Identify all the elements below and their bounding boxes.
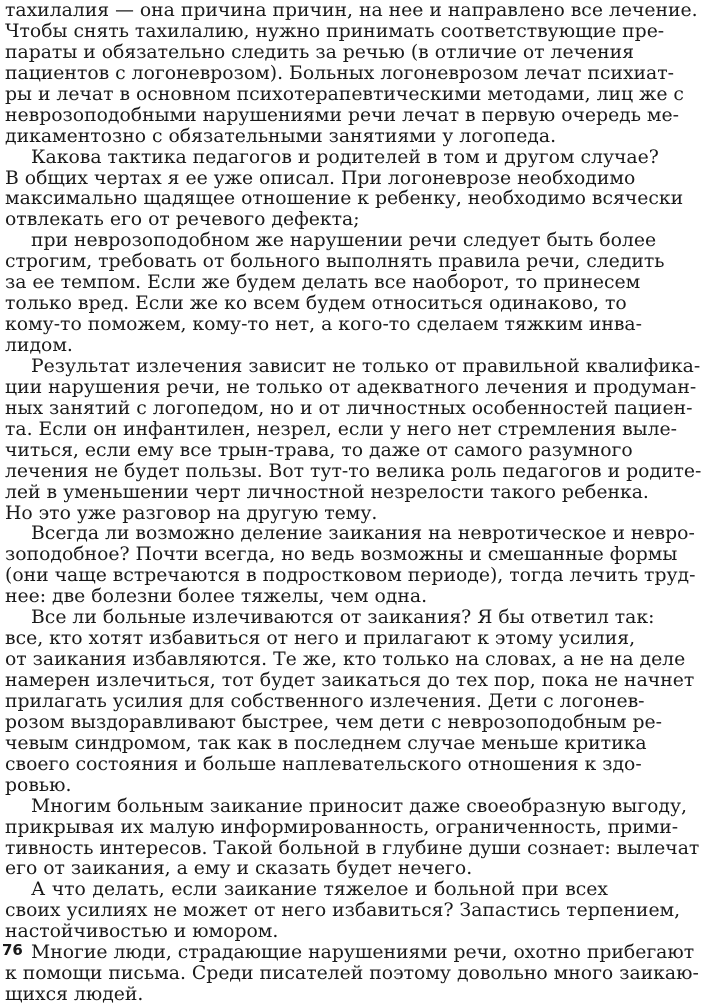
text-line: зоподобное? Почти всегда, но ведь возможны и смешанные формы — [5, 544, 678, 566]
text-line: лей в уменьшении черт личностной незрелости такого ребенка. — [5, 481, 649, 503]
text-line: Многие люди, страдающие нарушениями речи, охотно прибегают — [31, 942, 695, 964]
text-line: ных занятий с логопедом, но и от личностных особенностей пациен- — [5, 397, 693, 419]
text-line: при неврозоподобном же нарушении речи следует быть более — [31, 230, 657, 252]
body-text — [5, 0, 701, 1006]
text-line: Результат излечения зависит не только от правильной квалифика- — [31, 355, 701, 377]
text-line: розом выздоравливают быстрее, чем дети с неврозоподобным ре- — [5, 711, 662, 733]
text-line: своего состояния и больше наплевательского отношения к здо- — [5, 753, 642, 775]
text-line: Всегда ли возможно деление заикания на невротическое и невро- — [31, 523, 695, 545]
text-line: строгим, требовать от больного выполнять правила речи, следить — [5, 251, 665, 273]
text-line: тахилалия — она причина причин, на нее и направлено все лечение. — [5, 0, 698, 21]
text-line: ции нарушения речи, не только от адекватного лечения и продуман- — [5, 376, 697, 398]
text-line: кому-то поможем, кому-то нет, а кого-то сделаем тяжким инва- — [5, 314, 642, 336]
text-line: Чтобы снять тахилалию, нужно принимать соответствующие пре- — [5, 20, 665, 42]
text-line: дикаментозно с обязательными занятиями у логопеда. — [5, 125, 557, 147]
text-line: за ее темпом. Если же будем делать все наоборот, то принесем — [5, 272, 641, 294]
text-line: к помощи письма. Среди писателей поэтому довольно много заикаю- — [5, 963, 699, 985]
text-line: своих усилиях не может от него избавиться? Запастись терпением, — [5, 900, 681, 922]
text-line: настойчивостью и юмором. — [5, 921, 279, 943]
text-line: ры и лечат в основном психотерапевтическими методами, лиц же с — [5, 83, 684, 105]
text-line: лидом. — [5, 335, 73, 356]
text-line: параты и обязательно следить за речью (в отличие от лечения — [5, 41, 634, 63]
text-line: нее: две болезни более тяжелы, чем одна. — [5, 586, 428, 608]
text-line: все, кто хотят избавиться от него и прилагают к этому усилия, — [5, 628, 636, 650]
text-line: В общих чертах я ее уже описал. При логоневрозе необходимо — [5, 167, 636, 189]
text-line: максимально щадящее отношение к ребенку, необходимо всячески — [5, 188, 684, 210]
text-line: от заикания избавляются. Те же, кто только на словах, а не на деле — [5, 649, 686, 671]
text-line: тивность интересов. Такой больной в глубине души сознает: вылечат — [5, 837, 700, 859]
text-line: Все ли больные излечиваются от заикания? Я бы ответил так: — [31, 607, 655, 629]
text-line: ровью. — [5, 774, 72, 796]
page-number: 76 — [2, 941, 23, 959]
text-line: намерен излечиться, тот будет заикаться до тех пор, пока не начнет — [5, 670, 695, 691]
text-line: пациентов с логоневрозом). Больных логоневрозом лечат психиат- — [5, 62, 674, 84]
text-line: отвлекать его от речевого дефекта; — [5, 209, 360, 231]
text-line: (они чаще встречаются в подростковом периоде), тогда лечить труд- — [5, 565, 696, 587]
text-line: неврозоподобными нарушениями речи лечат в первую очередь ме- — [5, 104, 680, 126]
text-line: его от заикания, а ему и сказать будет нечего. — [5, 858, 473, 880]
text-line: Многим больным заикание приносит даже своеобразную выгоду, — [31, 795, 687, 817]
text-line: Но это уже разговор на другую тему. — [5, 502, 378, 524]
text-line: А что делать, если заикание тяжелое и больной при всех — [31, 879, 608, 901]
text-line: лечения не будет пользы. Вот тут-то велика роль педагогов и родите- — [5, 460, 701, 482]
text-line: прилагать усилия для собственного излечения. Дети с логонев- — [5, 690, 645, 712]
text-line: щихся людей. — [5, 984, 144, 1006]
text-line: чевым синдромом, так как в последнем случае меньше критика — [5, 732, 647, 754]
text-line: только вред. Если же ко всем будем относиться одинаково, то — [5, 293, 627, 315]
text-line: та. Если он инфантилен, незрел, если у него нет стремления выле- — [5, 418, 677, 440]
text-line: читься, если ему все трын-трава, то даже от самого разумного — [5, 439, 633, 461]
text-line: прикрывая их малую информированность, ограниченность, прими- — [5, 816, 679, 838]
text-line: Какова тактика педагогов и родителей в том и другом случае? — [31, 146, 659, 168]
